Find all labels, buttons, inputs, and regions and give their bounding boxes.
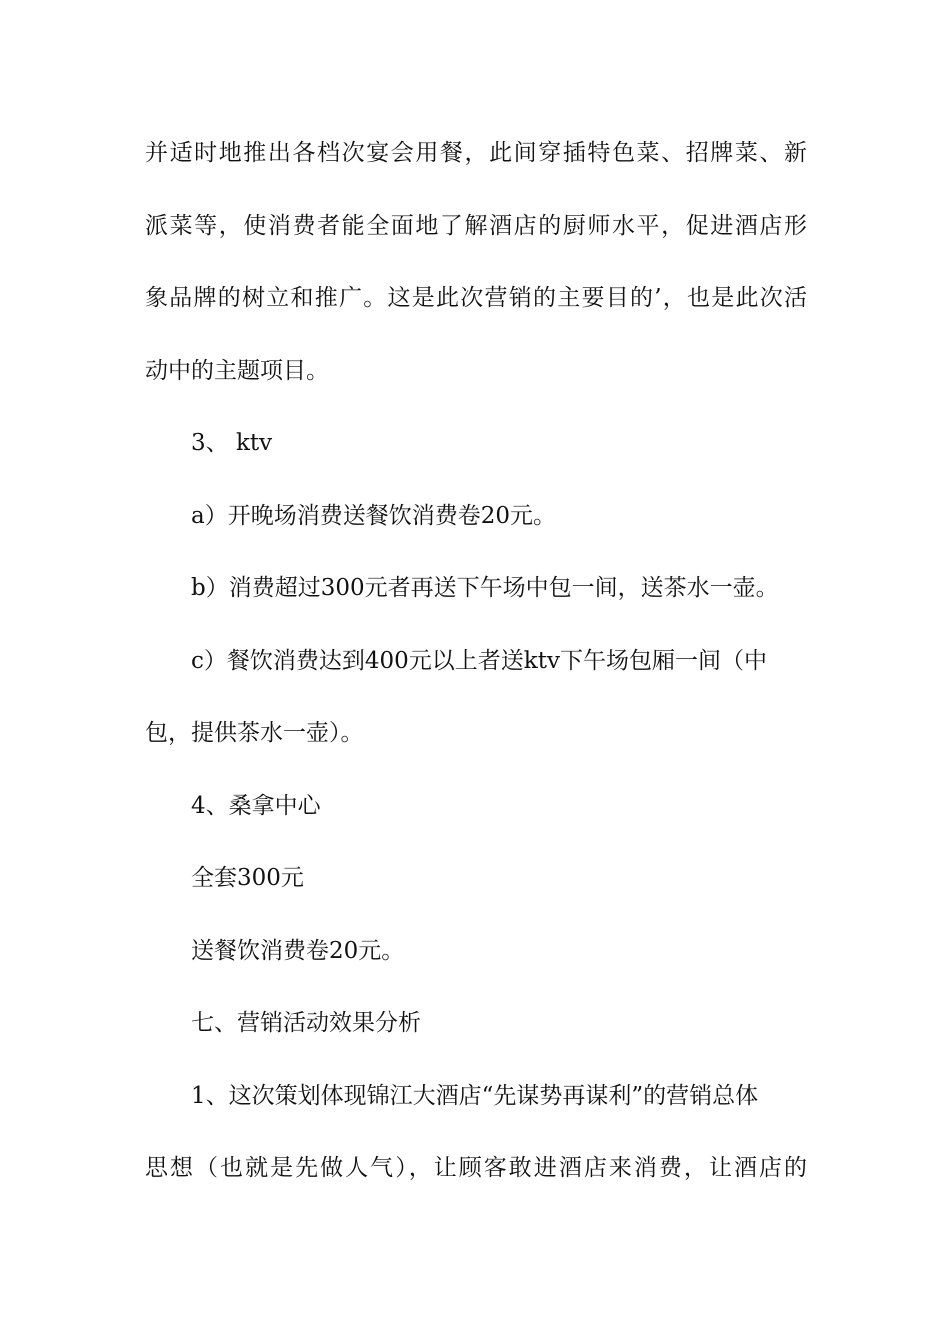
document-body — [145, 129, 807, 1217]
list-item-b: b）消费超过300元者再送下午场中包一间，送茶水一壶。 — [191, 575, 779, 601]
paragraph-line: 包，提供茶水一壶）。 — [145, 720, 364, 746]
list-item-a: a）开晚场消费送餐饮消费卷20元。 — [191, 502, 556, 529]
paragraph-line: 思想（也就是先做人气），让顾客敢进酒店来消费，让酒店的 — [145, 1155, 807, 1181]
section-heading-sauna: 4、桑拿中心 — [191, 792, 321, 819]
paragraph-line: 并适时地推出各档次宴会用餐，此间穿插特色菜、招牌菜、新 — [145, 140, 807, 166]
section-heading-analysis: 七、营销活动效果分析 — [191, 1010, 421, 1036]
paragraph-line: 1、这次策划体现锦江大酒店“先谋势再谋利”的营销总体 — [191, 1082, 759, 1109]
price-line: 全套300元 — [191, 865, 304, 891]
list-item-c: c）餐饮消费达到400元以上者送ktv下午场包厢一间（中 — [191, 647, 767, 674]
section-heading-ktv: 3、 ktv — [191, 430, 273, 456]
paragraph-line: 象品牌的树立和推广。这是此次营销的主要目的’，也是此次活 — [145, 285, 807, 311]
voucher-line: 送餐饮消费卷20元。 — [191, 937, 405, 964]
paragraph-line: 动中的主题项目。 — [145, 357, 329, 384]
paragraph-line: 派菜等，使消费者能全面地了解酒店的厨师水平，促进酒店形 — [145, 212, 807, 239]
